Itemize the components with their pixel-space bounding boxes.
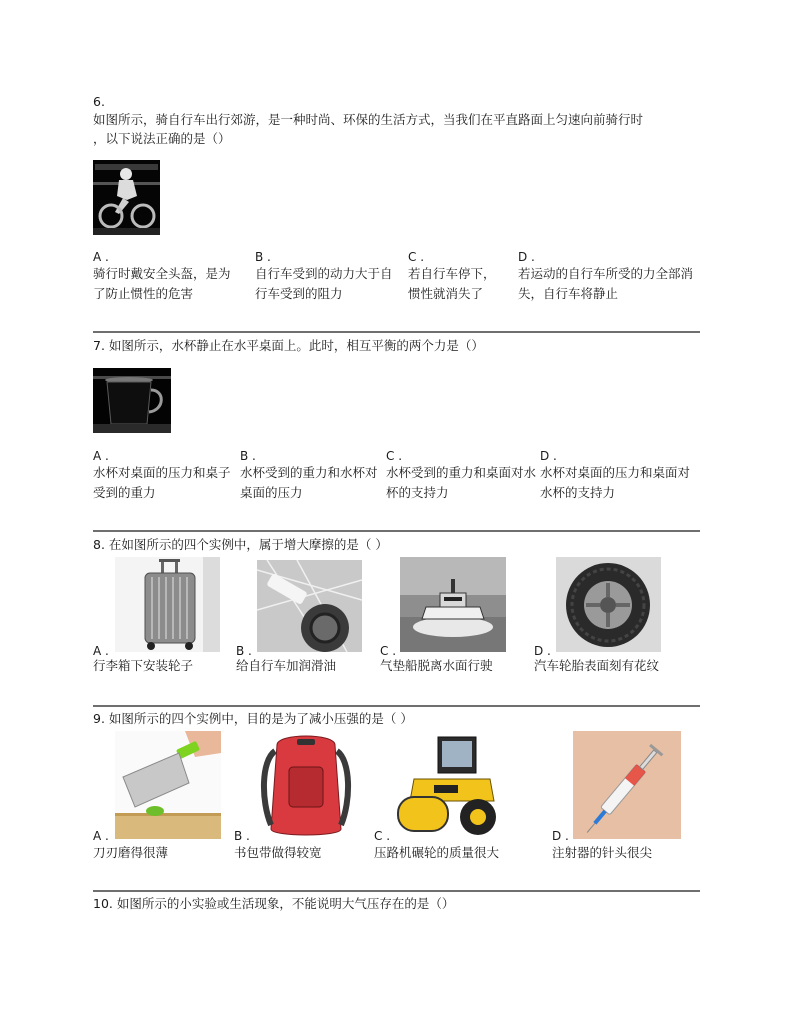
tire-image xyxy=(556,557,661,652)
q7-option-b-text[interactable]: 水杯受到的重力和水杯对桌面的压力 xyxy=(240,465,378,500)
q7-stem: 7. 如图所示，水杯静止在水平桌面上。此时，相互平衡的两个力是（） xyxy=(93,338,484,353)
cup-image xyxy=(93,368,171,433)
q9-option-a-text[interactable]: 刀刃磨得很薄 xyxy=(93,845,169,860)
q8-option-d-text[interactable]: 汽车轮胎表面刻有花纹 xyxy=(534,658,660,673)
q6-number: 6. xyxy=(93,94,105,109)
q8-option-b-label[interactable]: B . xyxy=(236,644,252,658)
q6-option-b-text[interactable]: 自行车受到的动力大于自行车受到的阻力 xyxy=(255,266,393,301)
divider xyxy=(93,530,700,532)
q8-option-a-text[interactable]: 行李箱下安装轮子 xyxy=(93,658,194,673)
hovercraft-image xyxy=(400,557,506,652)
q7-option-b-label[interactable]: B . xyxy=(240,449,256,463)
q10-stem: 10. 如图所示的小实验或生活现象，不能说明大气压存在的是（） xyxy=(93,896,455,911)
q8-stem: 8. 在如图所示的四个实例中，属于增大摩擦的是（ ） xyxy=(93,537,388,552)
q9-option-b-text[interactable]: 书包带做得较宽 xyxy=(234,845,322,860)
q9-stem: 9. 如图所示的四个实例中，目的是为了减小压强的是（ ） xyxy=(93,711,413,726)
knife-image xyxy=(115,731,221,839)
q8-option-c-label[interactable]: C . xyxy=(380,644,397,658)
suitcase-image xyxy=(115,557,220,652)
q9-option-c-label[interactable]: C . xyxy=(374,829,391,843)
divider xyxy=(93,890,700,892)
backpack-image xyxy=(255,731,357,839)
q6-stem-line2: ，以下说法正确的是（） xyxy=(93,131,231,146)
q8-option-c-text[interactable]: 气垫船脱离水面行驶 xyxy=(380,658,493,673)
q6-option-d-text[interactable]: 若运动的自行车所受的力全部消失，自行车将静止 xyxy=(518,266,694,301)
road-roller-image xyxy=(394,731,502,839)
q6-option-c-label[interactable]: C . xyxy=(408,250,425,264)
q7-option-c-text[interactable]: 水杯受到的重力和桌面对水杯的支持力 xyxy=(386,465,537,500)
q7-option-a-label[interactable]: A . xyxy=(93,449,109,463)
divider xyxy=(93,331,700,333)
q6-option-b-label[interactable]: B . xyxy=(255,250,271,264)
q7-option-a-text[interactable]: 水杯对桌面的压力和桌子受到的重力 xyxy=(93,465,231,500)
q6-option-a-label[interactable]: A . xyxy=(93,250,109,264)
q9-option-a-label[interactable]: A . xyxy=(93,829,109,843)
bicycle-oil-image xyxy=(257,560,362,652)
q7-option-d-text[interactable]: 水杯对桌面的压力和桌面对水杯的支持力 xyxy=(540,465,691,500)
q8-option-b-text[interactable]: 给自行车加润滑油 xyxy=(236,658,337,673)
q9-option-d-label[interactable]: D . xyxy=(552,829,569,843)
q9-option-c-text[interactable]: 压路机碾轮的质量很大 xyxy=(374,845,500,860)
q8-option-a-label[interactable]: A . xyxy=(93,644,109,658)
q6-option-d-label[interactable]: D . xyxy=(518,250,535,264)
q6-option-a-text[interactable]: 骑行时戴安全头盔，是为了防止惯性的危害 xyxy=(93,266,231,301)
q9-option-b-label[interactable]: B . xyxy=(234,829,250,843)
q6-option-c-text[interactable]: 若自行车停下，惯性就消失了 xyxy=(408,266,496,301)
q7-option-d-label[interactable]: D . xyxy=(540,449,557,463)
divider xyxy=(93,705,700,707)
q9-option-d-text[interactable]: 注射器的针头很尖 xyxy=(552,845,653,860)
q6-stem-line1: 如图所示，骑自行车出行郊游，是一种时尚、环保的生活方式，当我们在平直路面上匀速向前骑行时 xyxy=(93,112,644,127)
q8-option-d-label[interactable]: D . xyxy=(534,644,551,658)
q7-option-c-label[interactable]: C . xyxy=(386,449,403,463)
syringe-image xyxy=(573,731,681,839)
cyclist-image xyxy=(93,160,160,235)
